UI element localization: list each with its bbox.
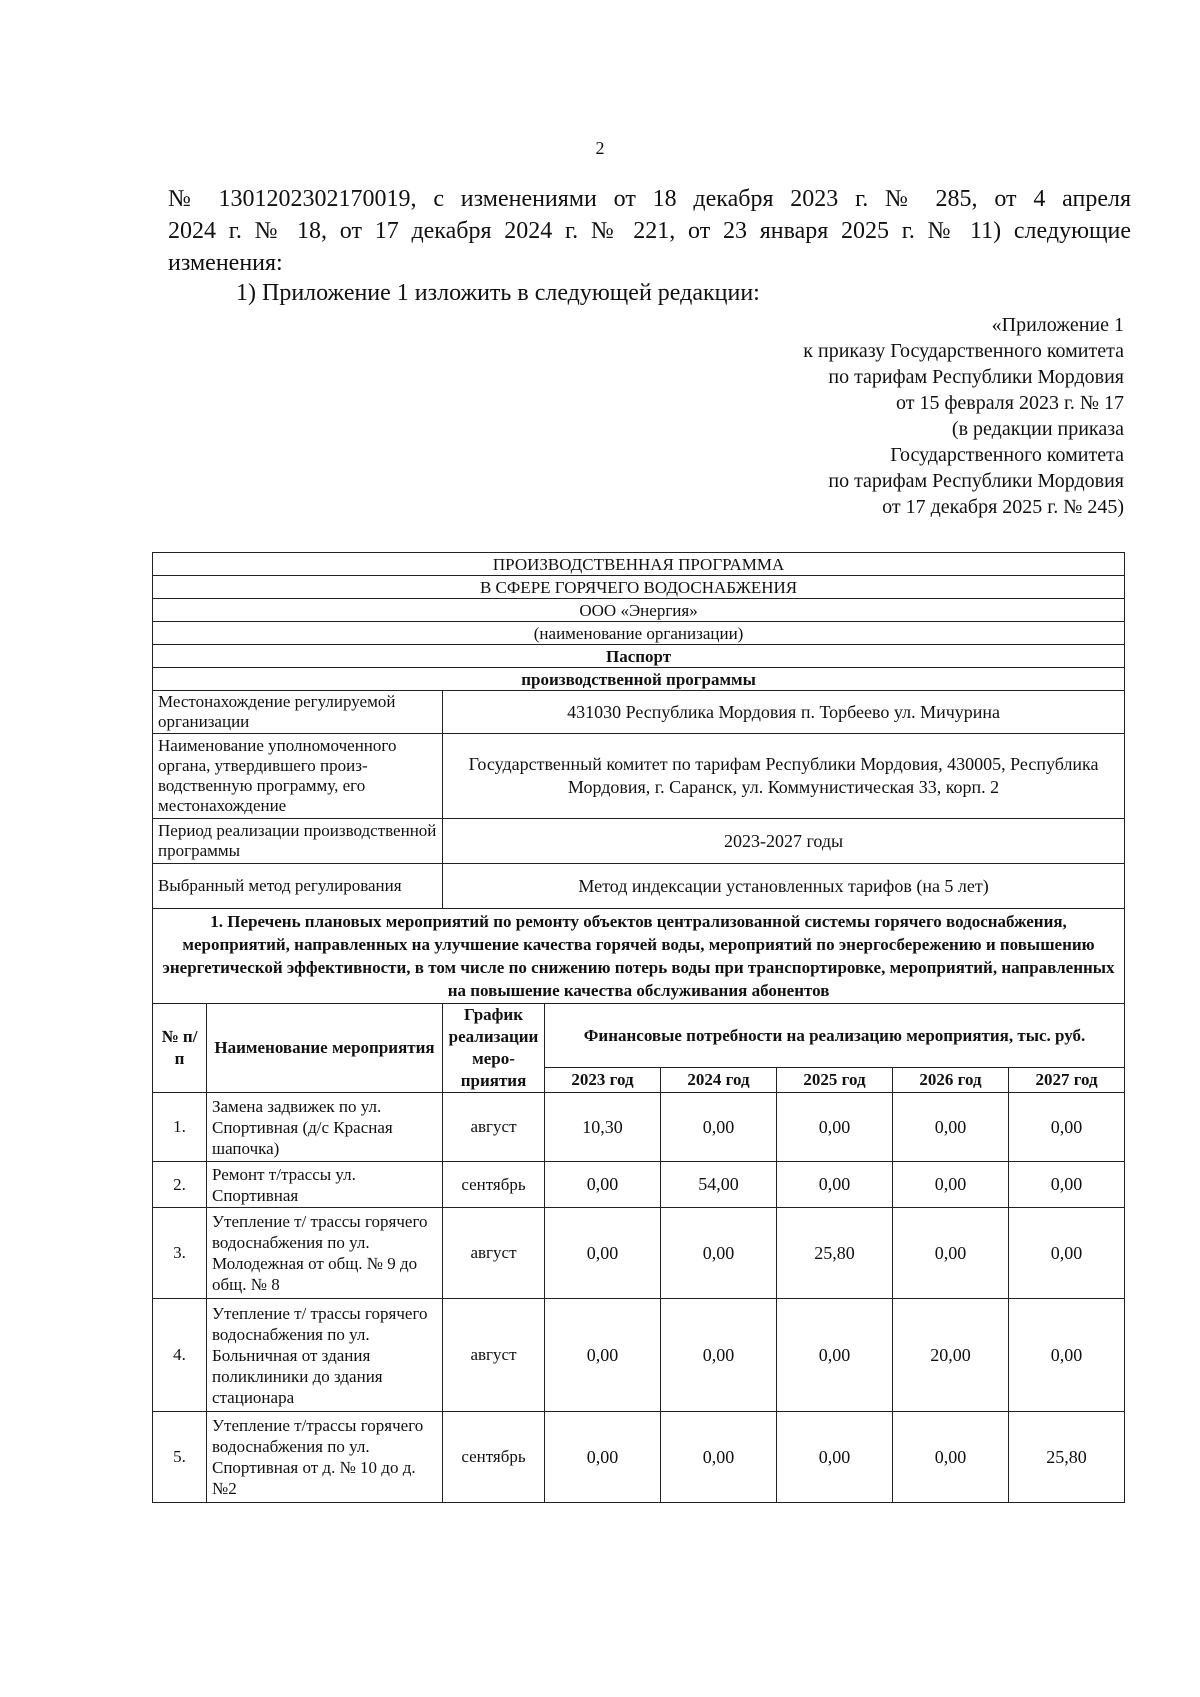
info-label: Наименование уполномоченного органа, утвердившего произ-водственную программу, его местонахождение xyxy=(153,734,443,819)
value-cell: 0,00 xyxy=(545,1208,661,1299)
measure-name: Утепление т/трассы горячего водоснабжения по ул. Спортивная от д. № 10 до д. №2 xyxy=(207,1412,443,1503)
passport-title: Паспорт xyxy=(153,645,1125,668)
appendix-line: от 15 февраля 2023 г. № 17 xyxy=(895,392,1124,414)
appendix-line: Государственного комитета xyxy=(890,444,1124,466)
appendix-line: «Приложение 1 xyxy=(991,314,1124,336)
value-cell: 0,00 xyxy=(661,1093,777,1162)
value-cell: 0,00 xyxy=(1009,1093,1125,1162)
measure-schedule: сентябрь xyxy=(443,1162,545,1208)
value-cell: 0,00 xyxy=(1009,1208,1125,1299)
program-subtitle: В СФЕРЕ ГОРЯЧЕГО ВОДОСНАБЖЕНИЯ xyxy=(153,576,1125,599)
year-header: 2023 год xyxy=(545,1068,661,1093)
value-cell: 0,00 xyxy=(1009,1299,1125,1412)
value-cell: 25,80 xyxy=(1009,1412,1125,1503)
table-row xyxy=(153,1299,1125,1412)
info-label: Выбранный метод регулирования xyxy=(153,864,443,909)
info-row xyxy=(153,734,1125,819)
col-schedule-header: График реализации меро-приятия xyxy=(443,1004,545,1093)
year-header: 2027 год xyxy=(1009,1068,1125,1093)
value-cell: 0,00 xyxy=(777,1162,893,1208)
appendix-line: по тарифам Республики Мордовия xyxy=(828,366,1124,388)
info-value: 431030 Республика Мордовия п. Торбеево ул. Мичурина xyxy=(443,691,1125,734)
organization-name: ООО «Энергия» xyxy=(153,599,1125,622)
value-cell: 10,30 xyxy=(545,1093,661,1162)
info-value: 2023-2027 годы xyxy=(443,819,1125,864)
row-number: 3. xyxy=(153,1208,207,1299)
intro-line-3: изменения: xyxy=(168,250,283,276)
appendix-header xyxy=(803,312,1124,520)
year-header: 2026 год xyxy=(893,1068,1009,1093)
row-number: 2. xyxy=(153,1162,207,1208)
program-title: ПРОИЗВОДСТВЕННАЯ ПРОГРАММА xyxy=(153,553,1125,576)
column-header-row xyxy=(153,1004,1125,1068)
value-cell: 0,00 xyxy=(661,1299,777,1412)
item-1-text: 1) Приложение 1 изложить в следующей редакции: xyxy=(236,280,760,306)
table-row xyxy=(153,1162,1125,1208)
value-cell: 0,00 xyxy=(893,1162,1009,1208)
page-number: 2 xyxy=(595,138,605,158)
section-1-title: 1. Перечень плановых мероприятий по ремонту объектов централизованной системы горячего водоснабжения, мероприятий, направленных на улучшение качества горячей воды, мероприятий по энергосбережению и повышению энергетической эффективности, в том числе по снижению потерь воды при транспортировке, мероприятий, направленных на повышение качества обслуживания абонентов xyxy=(153,909,1125,1004)
info-row xyxy=(153,864,1125,909)
info-row xyxy=(153,819,1125,864)
table-row xyxy=(153,1093,1125,1162)
year-header: 2025 год xyxy=(777,1068,893,1093)
measure-schedule: август xyxy=(443,1299,545,1412)
info-row xyxy=(153,691,1125,734)
year-header: 2024 год xyxy=(661,1068,777,1093)
table-row xyxy=(153,1208,1125,1299)
production-program-table xyxy=(152,552,1125,1503)
value-cell: 20,00 xyxy=(893,1299,1009,1412)
value-cell: 0,00 xyxy=(893,1093,1009,1162)
col-name-header: Наименование мероприятия xyxy=(207,1004,443,1093)
appendix-line: от 17 декабря 2025 г. № 245) xyxy=(882,496,1124,518)
value-cell: 0,00 xyxy=(777,1299,893,1412)
value-cell: 0,00 xyxy=(545,1162,661,1208)
row-number: 1. xyxy=(153,1093,207,1162)
info-value: Государственный комитет по тарифам Республики Мордовия, 430005, Республика Мордовия, г. Саранск, ул. Коммунистическая 33, корп. 2 xyxy=(443,734,1125,819)
organization-caption: (наименование организации) xyxy=(153,622,1125,645)
intro-paragraph xyxy=(168,183,1131,279)
info-label: Период реализации производственной программы xyxy=(153,819,443,864)
value-cell: 54,00 xyxy=(661,1162,777,1208)
measure-schedule: август xyxy=(443,1208,545,1299)
value-cell: 0,00 xyxy=(777,1412,893,1503)
row-number: 5. xyxy=(153,1412,207,1503)
value-cell: 0,00 xyxy=(893,1208,1009,1299)
appendix-line: (в редакции приказа xyxy=(951,418,1124,440)
value-cell: 0,00 xyxy=(661,1412,777,1503)
measure-name: Утепление т/ трассы горячего водоснабжения по ул. Больничная от здания поликлиники до здания стационара xyxy=(207,1299,443,1412)
value-cell: 0,00 xyxy=(661,1208,777,1299)
measure-name: Замена задвижек по ул. Спортивная (д/с Красная шапочка) xyxy=(207,1093,443,1162)
value-cell: 0,00 xyxy=(1009,1162,1125,1208)
table-row xyxy=(153,1412,1125,1503)
value-cell: 0,00 xyxy=(545,1412,661,1503)
info-label: Местонахождение регулируемой организации xyxy=(153,691,443,734)
row-number: 4. xyxy=(153,1299,207,1412)
passport-subtitle: производственной программы xyxy=(153,668,1125,691)
intro-line-1: № 1301202302170019, с изменениями от 18 декабря 2023 г. № 285, от 4 апреля xyxy=(168,186,1131,212)
value-cell: 0,00 xyxy=(893,1412,1009,1503)
appendix-line: к приказу Государственного комитета xyxy=(803,340,1124,362)
info-value: Метод индексации установленных тарифов (на 5 лет) xyxy=(443,864,1125,909)
value-cell: 25,80 xyxy=(777,1208,893,1299)
appendix-line: по тарифам Республики Мордовия xyxy=(828,470,1124,492)
measure-name: Ремонт т/трассы ул. Спортивная xyxy=(207,1162,443,1208)
value-cell: 0,00 xyxy=(777,1093,893,1162)
col-finance-header: Финансовые потребности на реализацию мероприятия, тыс. руб. xyxy=(545,1004,1125,1068)
measure-name: Утепление т/ трассы горячего водоснабжения по ул. Молодежная от общ. № 9 до общ. № 8 xyxy=(207,1208,443,1299)
measure-schedule: сентябрь xyxy=(443,1412,545,1503)
col-num-header: № п/п xyxy=(153,1004,207,1093)
intro-line-2: 2024 г. № 18, от 17 декабря 2024 г. № 221, от 23 января 2025 г. № 11) следующие xyxy=(168,218,1131,244)
measure-schedule: август xyxy=(443,1093,545,1162)
value-cell: 0,00 xyxy=(545,1299,661,1412)
